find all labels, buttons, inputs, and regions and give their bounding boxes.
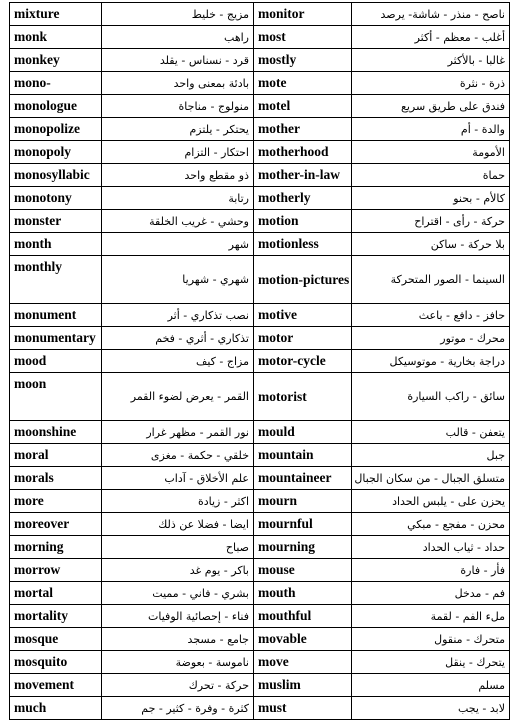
table-row bbox=[10, 373, 510, 421]
arabic-definition-cell: حركة - تحرك bbox=[102, 674, 254, 697]
arabic-definition-cell: باكر - يوم غد bbox=[102, 559, 254, 582]
english-word-cell: muslim bbox=[254, 674, 352, 697]
table-row bbox=[10, 467, 510, 490]
arabic-definition-cell: حماة bbox=[352, 164, 510, 187]
arabic-definition-cell: القمر - يعرض لضوء القمر bbox=[102, 373, 254, 421]
arabic-definition-cell: محزن - مفجع - مبكي bbox=[352, 513, 510, 536]
table-row bbox=[10, 3, 510, 26]
table-row bbox=[10, 697, 510, 720]
arabic-definition-cell: ناموسة - بعوضة bbox=[102, 651, 254, 674]
arabic-definition-cell: شهر bbox=[102, 233, 254, 256]
arabic-definition-cell: صباح bbox=[102, 536, 254, 559]
arabic-definition-cell: والدة - أم bbox=[352, 118, 510, 141]
arabic-definition-cell: جبل bbox=[352, 444, 510, 467]
english-word-cell: monologue bbox=[10, 95, 102, 118]
english-word-cell: mono- bbox=[10, 72, 102, 95]
english-word-cell: morrow bbox=[10, 559, 102, 582]
arabic-definition-cell: ذرة - نثرة bbox=[352, 72, 510, 95]
english-word-cell: monosyllabic bbox=[10, 164, 102, 187]
arabic-definition-cell: فندق على طريق سريع bbox=[352, 95, 510, 118]
english-word-cell: most bbox=[254, 26, 352, 49]
arabic-definition-cell: دراجة بخارية - موتوسيكل bbox=[352, 350, 510, 373]
arabic-definition-cell: تذكاري - أثري - فخم bbox=[102, 327, 254, 350]
arabic-definition-cell: حركة - رأى - اقتراح bbox=[352, 210, 510, 233]
table-row bbox=[10, 233, 510, 256]
table-row bbox=[10, 674, 510, 697]
table-row bbox=[10, 327, 510, 350]
arabic-definition-cell: حافز - دافع - باعث bbox=[352, 304, 510, 327]
arabic-definition-cell: فناء - إحصائية الوفيات bbox=[102, 605, 254, 628]
arabic-definition-cell: راهب bbox=[102, 26, 254, 49]
table-row bbox=[10, 350, 510, 373]
english-word-cell: motion-pictures bbox=[254, 256, 352, 304]
arabic-definition-cell: احتكار - التزام bbox=[102, 141, 254, 164]
arabic-definition-cell: نور القمر - مظهر غرار bbox=[102, 421, 254, 444]
vocabulary-table bbox=[9, 2, 510, 720]
arabic-definition-cell: غالبا - بالأكثر bbox=[352, 49, 510, 72]
english-word-cell: monotony bbox=[10, 187, 102, 210]
arabic-definition-cell: سائق - راكب السيارة bbox=[352, 373, 510, 421]
table-row bbox=[10, 605, 510, 628]
english-word-cell: mortal bbox=[10, 582, 102, 605]
arabic-definition-cell: يتحرك - ينقل bbox=[352, 651, 510, 674]
table-row bbox=[10, 49, 510, 72]
english-word-cell: moon bbox=[10, 373, 102, 421]
arabic-definition-cell: ذو مقطع واحد bbox=[102, 164, 254, 187]
arabic-definition-cell: نصب تذكاري - أثر bbox=[102, 304, 254, 327]
arabic-definition-cell: كثرة - وفرة - كثير - جم bbox=[102, 697, 254, 720]
arabic-definition-cell: ايضا - فضلا عن ذلك bbox=[102, 513, 254, 536]
english-word-cell: motor-cycle bbox=[254, 350, 352, 373]
arabic-definition-cell: متسلق الجبال - من سكان الجبال bbox=[352, 467, 510, 490]
english-word-cell: monk bbox=[10, 26, 102, 49]
english-word-cell: mouth bbox=[254, 582, 352, 605]
arabic-definition-cell: محرك - موتور bbox=[352, 327, 510, 350]
arabic-definition-cell: الأمومة bbox=[352, 141, 510, 164]
arabic-definition-cell: أغلب - معظم - أكثر bbox=[352, 26, 510, 49]
table-row bbox=[10, 513, 510, 536]
english-word-cell: motionless bbox=[254, 233, 352, 256]
english-word-cell: mourning bbox=[254, 536, 352, 559]
english-word-cell: mournful bbox=[254, 513, 352, 536]
english-word-cell: monopoly bbox=[10, 141, 102, 164]
english-word-cell: mountain bbox=[254, 444, 352, 467]
english-word-cell: mosque bbox=[10, 628, 102, 651]
english-word-cell: more bbox=[10, 490, 102, 513]
english-word-cell: mother bbox=[254, 118, 352, 141]
arabic-definition-cell: يحزن على - يلبس الحداد bbox=[352, 490, 510, 513]
english-word-cell: moonshine bbox=[10, 421, 102, 444]
english-word-cell: monkey bbox=[10, 49, 102, 72]
english-word-cell: mother-in-law bbox=[254, 164, 352, 187]
table-row bbox=[10, 559, 510, 582]
english-word-cell: monster bbox=[10, 210, 102, 233]
english-word-cell: motion bbox=[254, 210, 352, 233]
english-word-cell: moral bbox=[10, 444, 102, 467]
arabic-definition-cell: شهري - شهريا bbox=[102, 256, 254, 304]
arabic-definition-cell: مسلم bbox=[352, 674, 510, 697]
table-row bbox=[10, 304, 510, 327]
english-word-cell: mortality bbox=[10, 605, 102, 628]
table-row bbox=[10, 118, 510, 141]
arabic-definition-cell: بشري - فاني - مميت bbox=[102, 582, 254, 605]
arabic-definition-cell: ملء الفم - لقمة bbox=[352, 605, 510, 628]
table-row bbox=[10, 72, 510, 95]
arabic-definition-cell: وحشي - غريب الخلقة bbox=[102, 210, 254, 233]
english-word-cell: monumentary bbox=[10, 327, 102, 350]
arabic-definition-cell: ناصح - منذر - شاشة- يرصد bbox=[352, 3, 510, 26]
arabic-definition-cell: فأر - فارة bbox=[352, 559, 510, 582]
arabic-definition-cell: فم - مدخل bbox=[352, 582, 510, 605]
english-word-cell: motherly bbox=[254, 187, 352, 210]
table-row bbox=[10, 26, 510, 49]
arabic-definition-cell: منولوج - مناجاة bbox=[102, 95, 254, 118]
english-word-cell: mostly bbox=[254, 49, 352, 72]
table-row bbox=[10, 95, 510, 118]
table-row bbox=[10, 444, 510, 467]
table-row bbox=[10, 256, 510, 304]
english-word-cell: monitor bbox=[254, 3, 352, 26]
table-row bbox=[10, 490, 510, 513]
arabic-definition-cell: مزاج - كيف bbox=[102, 350, 254, 373]
english-word-cell: motel bbox=[254, 95, 352, 118]
arabic-definition-cell: يحتكر - يلتزم bbox=[102, 118, 254, 141]
english-word-cell: mood bbox=[10, 350, 102, 373]
arabic-definition-cell: يتعفن - قالب bbox=[352, 421, 510, 444]
english-word-cell: monopolize bbox=[10, 118, 102, 141]
english-word-cell: morals bbox=[10, 467, 102, 490]
english-word-cell: motor bbox=[254, 327, 352, 350]
table-row bbox=[10, 210, 510, 233]
arabic-definition-cell: اكثر - زيادة bbox=[102, 490, 254, 513]
english-word-cell: mouthful bbox=[254, 605, 352, 628]
english-word-cell: mouse bbox=[254, 559, 352, 582]
english-word-cell: morning bbox=[10, 536, 102, 559]
arabic-definition-cell: رتابة bbox=[102, 187, 254, 210]
arabic-definition-cell: بادئة بمعنى واحد bbox=[102, 72, 254, 95]
table-row bbox=[10, 651, 510, 674]
vocabulary-table-body bbox=[10, 3, 510, 720]
english-word-cell: monument bbox=[10, 304, 102, 327]
arabic-definition-cell: حداد - ثياب الحداد bbox=[352, 536, 510, 559]
english-word-cell: motherhood bbox=[254, 141, 352, 164]
english-word-cell: much bbox=[10, 697, 102, 720]
arabic-definition-cell: لابد - يجب bbox=[352, 697, 510, 720]
table-row bbox=[10, 187, 510, 210]
english-word-cell: movement bbox=[10, 674, 102, 697]
english-word-cell: motorist bbox=[254, 373, 352, 421]
arabic-definition-cell: خلقي - حكمة - مغزى bbox=[102, 444, 254, 467]
arabic-definition-cell: متحرك - منقول bbox=[352, 628, 510, 651]
table-row bbox=[10, 141, 510, 164]
arabic-definition-cell: السينما - الصور المتحركة bbox=[352, 256, 510, 304]
english-word-cell: must bbox=[254, 697, 352, 720]
english-word-cell: move bbox=[254, 651, 352, 674]
table-row bbox=[10, 628, 510, 651]
english-word-cell: motive bbox=[254, 304, 352, 327]
arabic-definition-cell: كالأم - بحنو bbox=[352, 187, 510, 210]
arabic-definition-cell: قرد - نسناس - يقلد bbox=[102, 49, 254, 72]
table-row bbox=[10, 582, 510, 605]
english-word-cell: mould bbox=[254, 421, 352, 444]
table-row bbox=[10, 536, 510, 559]
arabic-definition-cell: جامع - مسجد bbox=[102, 628, 254, 651]
english-word-cell: mixture bbox=[10, 3, 102, 26]
english-word-cell: month bbox=[10, 233, 102, 256]
english-word-cell: mourn bbox=[254, 490, 352, 513]
english-word-cell: moreover bbox=[10, 513, 102, 536]
english-word-cell: mote bbox=[254, 72, 352, 95]
arabic-definition-cell: علم الأخلاق - آداب bbox=[102, 467, 254, 490]
english-word-cell: mountaineer bbox=[254, 467, 352, 490]
vocabulary-sheet bbox=[9, 2, 509, 720]
english-word-cell: mosquito bbox=[10, 651, 102, 674]
english-word-cell: movable bbox=[254, 628, 352, 651]
table-row bbox=[10, 164, 510, 187]
arabic-definition-cell: مزيج - خليط bbox=[102, 3, 254, 26]
english-word-cell: monthly bbox=[10, 256, 102, 304]
arabic-definition-cell: بلا حركة - ساكن bbox=[352, 233, 510, 256]
table-row bbox=[10, 421, 510, 444]
